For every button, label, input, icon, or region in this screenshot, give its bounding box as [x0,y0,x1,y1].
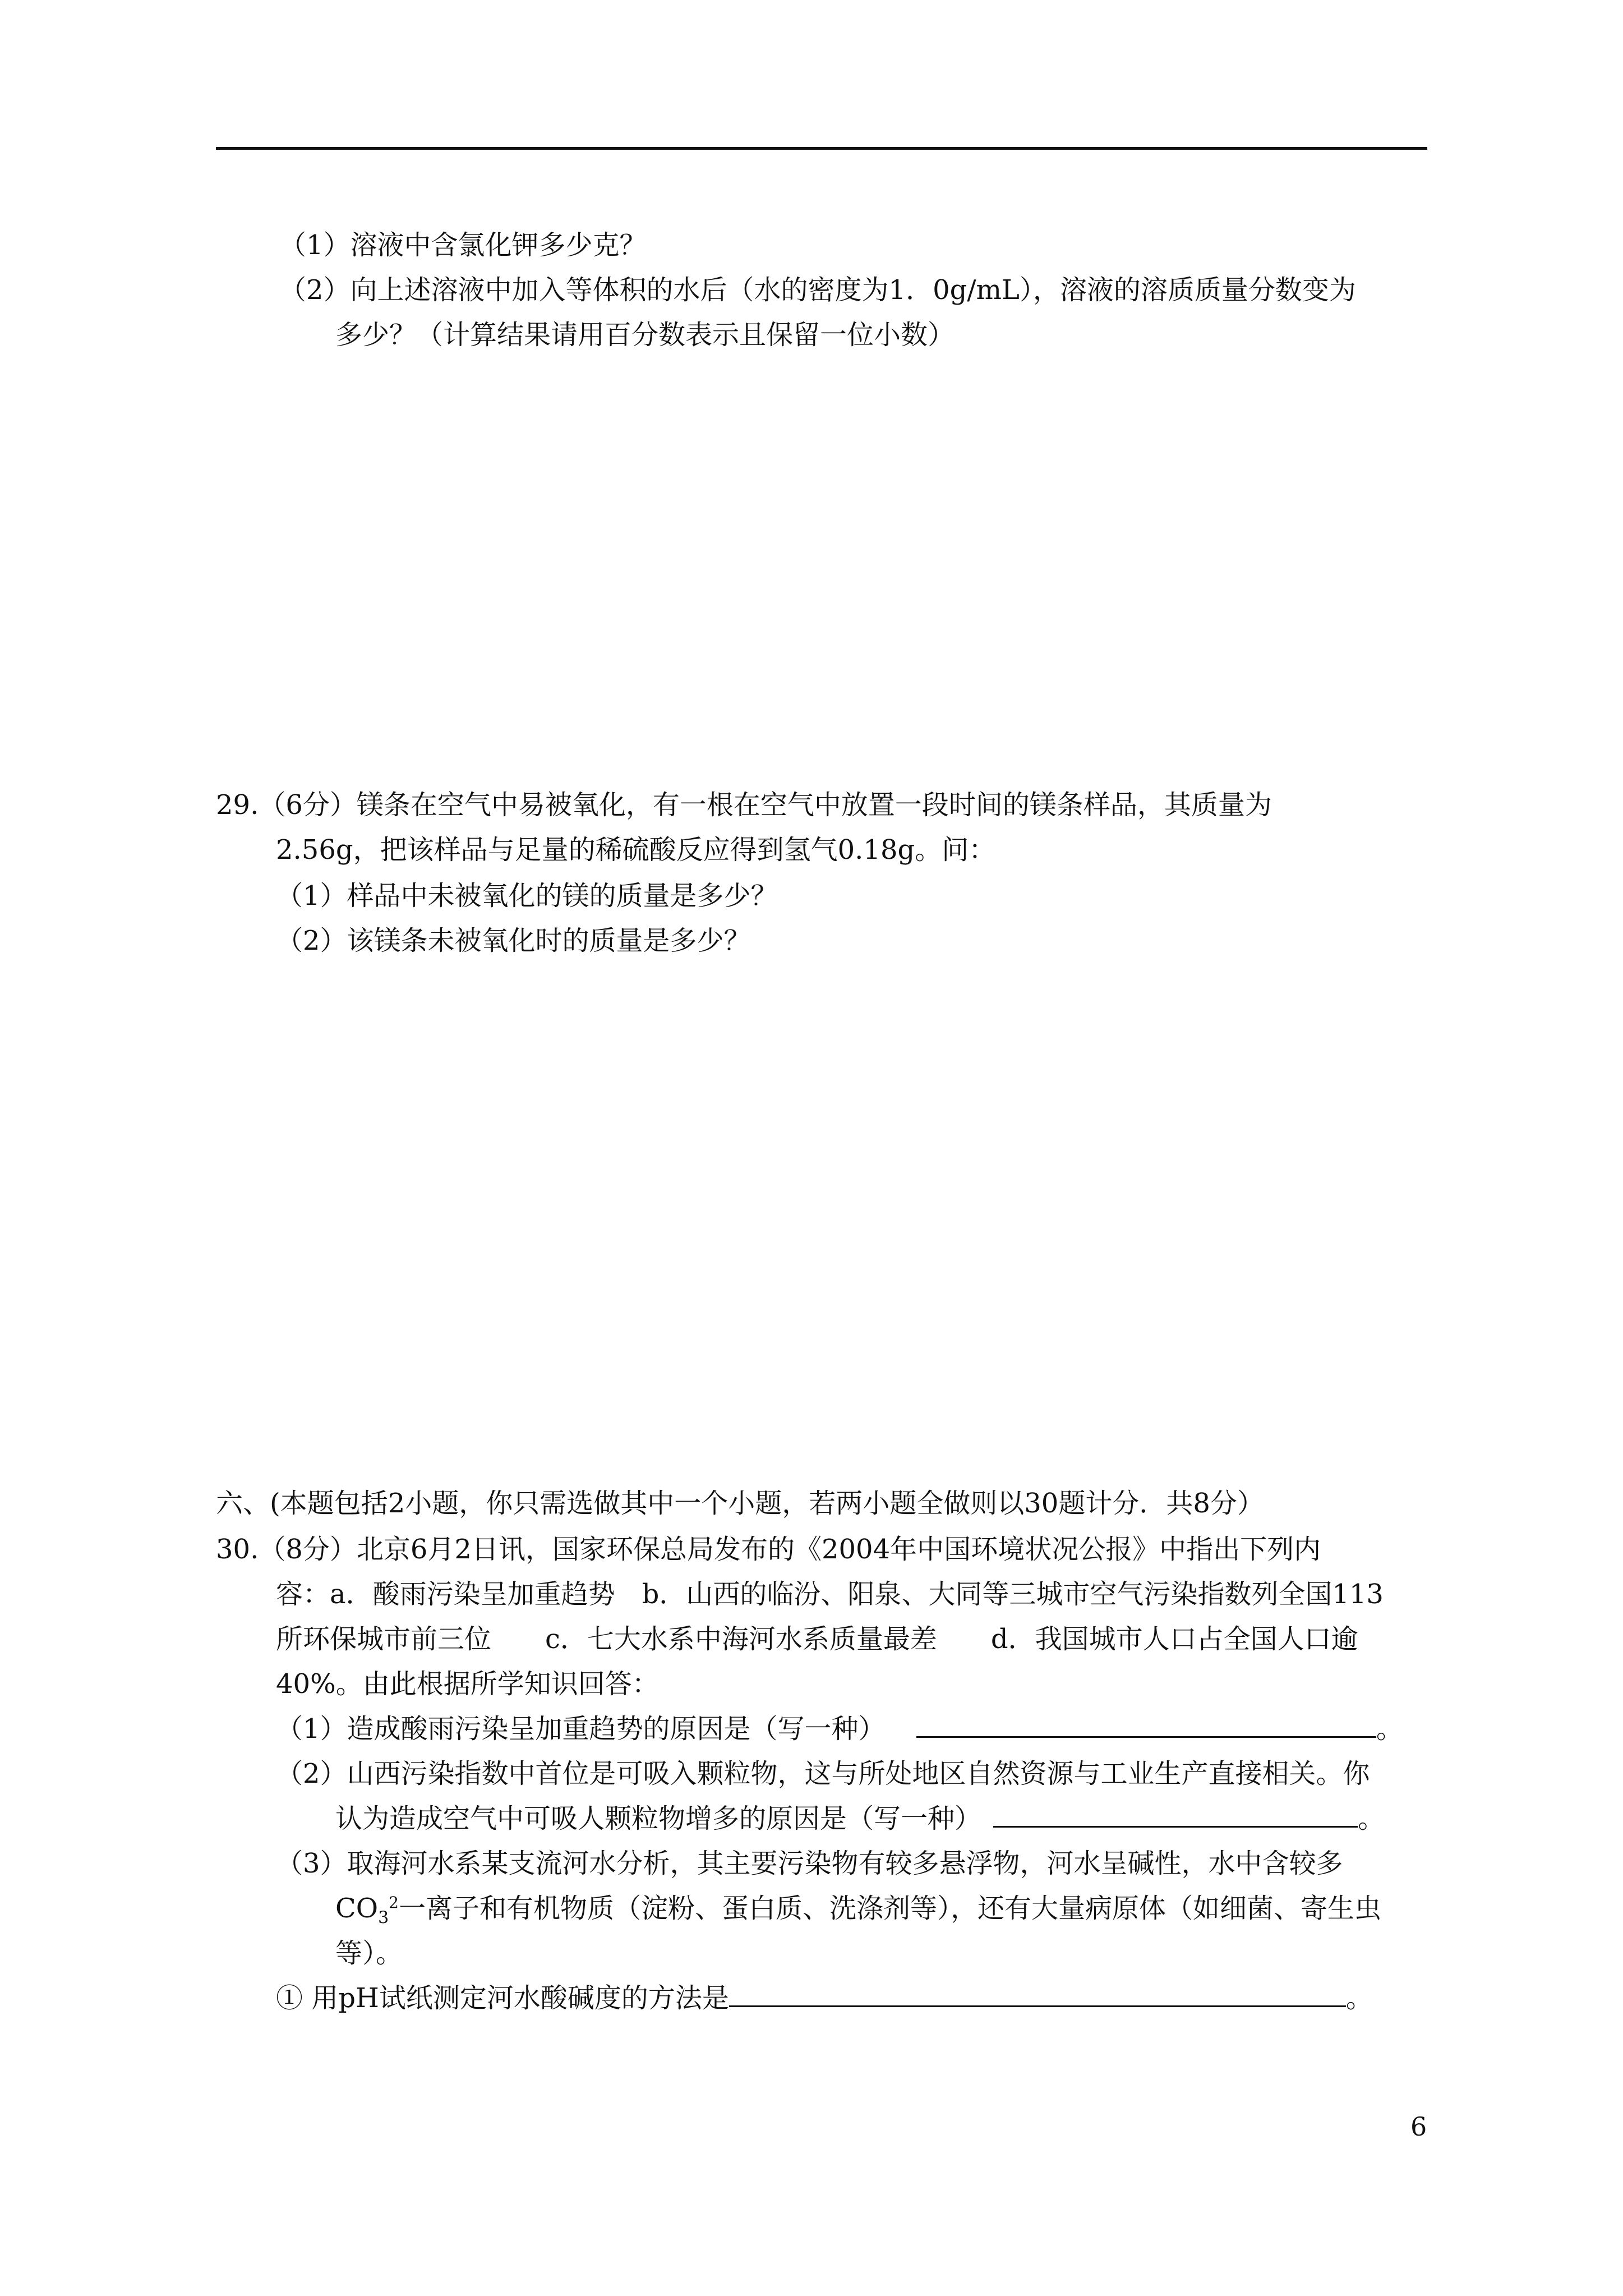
q30-part1-answer-blank[interactable] [916,1714,1376,1738]
q30-stem-line1: 30.（8分）北京6月2日讯，国家环保总局发布的《2004年中国环境状况公报》中指出下列内 [216,1534,1321,1565]
section6-heading: 六、(本题包括2小题，你只需选做其中一个小题，若两小题全做则以30题计分．共8分） [216,1488,1264,1519]
q30-part3-line2 [335,1892,1381,1935]
q30-part1-text: （1）造成酸雨污染呈加重趋势的原因是（写一种） [276,1713,886,1745]
q30-stem-line4: 40%。由此根据所学知识回答： [276,1668,659,1700]
header-rule [216,147,1427,150]
q30-sub1-text: ① 用pH试纸测定河水酸碱度的方法是 [276,1982,729,2014]
q30-part1-end: 。 [1376,1713,1403,1745]
q30-stem-line2: 容：a．酸雨污染呈加重趋势 b．山西的临汾、阳泉、大同等三城市空气污染指数列全国113 [276,1579,1384,1610]
q28-part2-line1: （2）向上述溶液中加入等体积的水后（水的密度为1．0g/mL），溶液的溶质质量分数变为 [279,274,1356,306]
q30-part2-end: 。 [1358,1803,1385,1834]
q28-part1: （1）溶液中含氯化钾多少克？ [279,229,647,261]
q30-part1 [276,1712,1403,1746]
q30-part2-text: 认为造成空气中可吸人颗粒物增多的原因是（写一种） [335,1803,982,1834]
q29-part2: （2）该镁条未被氧化时的质量是多少？ [276,925,751,956]
q29-part1: （1）样品中未被氧化的镁的质量是多少？ [276,880,778,912]
page-number: 6 [1410,2111,1427,2142]
q30-part2-line1: （2）山西污染指数中首位是可吸入颗粒物，这与所处地区自然资源与工业生产直接相关。你 [276,1758,1370,1789]
q30-part2-answer-blank[interactable] [993,1803,1358,1828]
q28-part2-line2: 多少？（计算结果请用百分数表示且保留一位小数） [335,319,955,351]
q30-part2-line2 [335,1802,1385,1835]
q30-part3-line2-text: 一离子和有机物质（淀粉、蛋白质、洗涤剂等），还有大量病原体（如细菌、寄生虫 [399,1893,1382,1924]
q30-sub1-end: 。 [1345,1982,1373,2014]
q30-sub1-answer-blank[interactable] [729,1983,1346,2007]
q29-stem-line2: 2.56g，把该样品与足量的稀硫酸反应得到氢气0.18g。问： [276,834,996,866]
q29-stem-line1: 29.（6分）镁条在空气中易被氧化，有一根在空气中放置一段时间的镁条样品，其质量为 [216,789,1272,821]
q30-part3-line1: （3）取海河水系某支流河水分析，其主要污染物有较多悬浮物，河水呈碱性，水中含较多 [276,1848,1343,1879]
q30-part3-line3: 等）。 [335,1938,403,1969]
q30-sub1 [276,1981,1373,2015]
carbonate-formula: $CO_3^2$ [335,1893,399,1928]
q30-stem-line3: 所环保城市前三位 c．七大水系中海河水系质量最差 d．我国城市人口占全国人口逾 [276,1623,1358,1655]
